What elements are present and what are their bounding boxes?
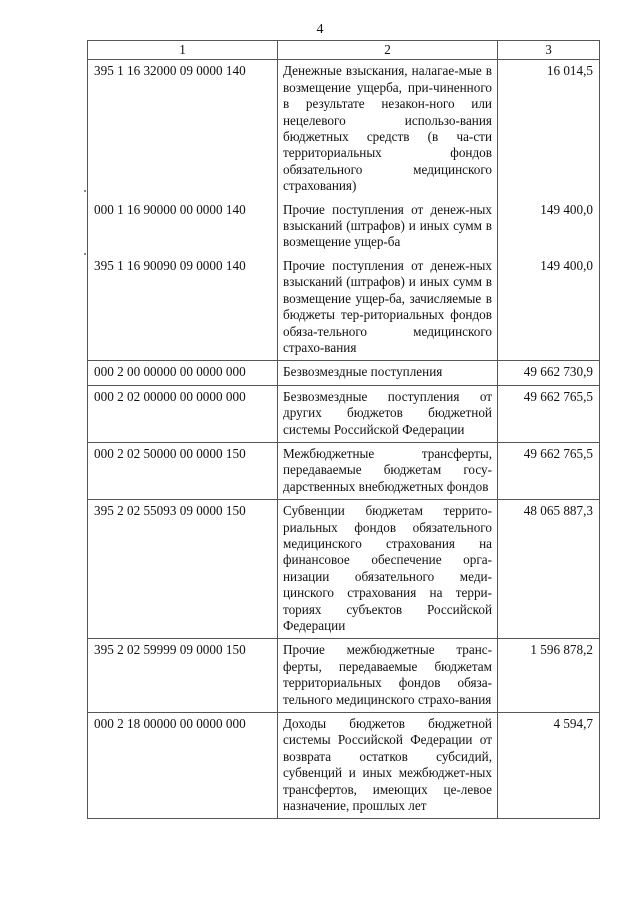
table-row: [88, 255, 600, 361]
amount: 49 662 765,5: [498, 385, 600, 442]
column-header-name: 2: [278, 41, 498, 60]
amount: 4 594,7: [498, 713, 600, 819]
amount: 49 662 730,9: [498, 361, 600, 385]
table-row: [88, 199, 600, 255]
column-header-code: 1: [88, 41, 278, 60]
budget-code: 000 2 18 00000 00 0000 000: [88, 713, 278, 819]
table-row: [88, 442, 600, 499]
revenue-name: Прочие межбюджетные транс-ферты, передаваемые бюджетам территориальных фондов обяза-тельного медицинского страхо-вания: [278, 639, 498, 713]
amount: 16 014,5: [498, 60, 600, 199]
budget-code: 000 2 02 50000 00 0000 150: [88, 442, 278, 499]
revenue-name: Прочие поступления от денеж-ных взысканий (штрафов) и иных сумм в возмещение ущер-ба, зачисляемые в бюджеты тер-риториальных фондов обяза-тельного медицинского страхо-вания: [278, 255, 498, 361]
revenue-name: Безвозмездные поступления: [278, 361, 498, 385]
amount: 149 400,0: [498, 255, 600, 361]
margin-mark: [84, 253, 86, 255]
page-number: 4: [316, 22, 324, 37]
revenue-name: Межбюджетные трансферты, передаваемые бюджетам госу-дарственных внебюджетных фондов: [278, 442, 498, 499]
revenue-name: Денежные взыскания, налагае-мые в возмещение ущерба, при-чиненного в результате незакон-ного или нецелевого использо-вания бюджетных средств (в ча-сти территориальных фондов обязательного медицинского страхования): [278, 60, 498, 199]
budget-code: 000 2 02 00000 00 0000 000: [88, 385, 278, 442]
table-row: [88, 639, 600, 713]
budget-code: 395 2 02 55093 09 0000 150: [88, 500, 278, 639]
budget-code: 395 1 16 90090 09 0000 140: [88, 255, 278, 361]
revenue-table: [87, 40, 600, 819]
amount: 1 596 878,2: [498, 639, 600, 713]
budget-code: 000 1 16 90000 00 0000 140: [88, 199, 278, 255]
margin-mark: [84, 190, 86, 192]
revenue-name: Безвозмездные поступления от других бюджетов бюджетной системы Российской Федерации: [278, 385, 498, 442]
table-row: [88, 361, 600, 385]
revenue-name: Субвенции бюджетам террито-риальных фондов обязательного медицинского страхования на финансовое обеспечение орга-низации обязательного меди-цинского страхования на терри-ториях субъектов Российской Федерации: [278, 500, 498, 639]
table-row: [88, 500, 600, 639]
budget-code: 000 2 00 00000 00 0000 000: [88, 361, 278, 385]
amount: 49 662 765,5: [498, 442, 600, 499]
table-row: [88, 60, 600, 199]
amount: 48 065 887,3: [498, 500, 600, 639]
amount: 149 400,0: [498, 199, 600, 255]
table-header-row: [88, 41, 600, 60]
budget-code: 395 2 02 59999 09 0000 150: [88, 639, 278, 713]
table-row: [88, 385, 600, 442]
budget-code: 395 1 16 32000 09 0000 140: [88, 60, 278, 199]
revenue-name: Доходы бюджетов бюджетной системы Российской Федерации от возврата остатков субсидий, субвенций и иных межбюджет-ных трансфертов, имеющих це-левое назначение, прошлых лет: [278, 713, 498, 819]
revenue-name: Прочие поступления от денеж-ных взысканий (штрафов) и иных сумм в возмещение ущер-ба: [278, 199, 498, 255]
table-row: [88, 713, 600, 819]
column-header-amount: 3: [498, 41, 600, 60]
